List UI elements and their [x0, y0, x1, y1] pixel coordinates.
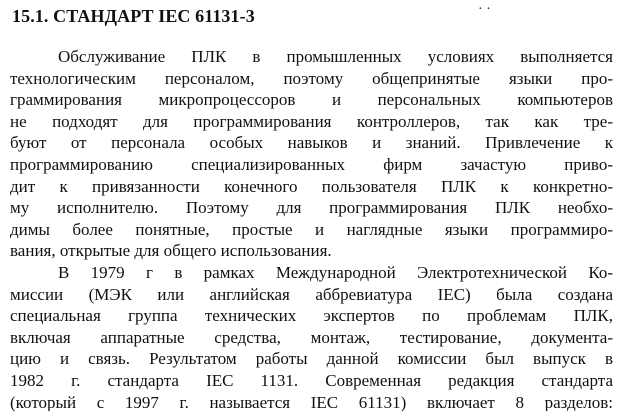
paragraph-line: не подходят для программирования контроллеров, так как тре-	[10, 111, 613, 131]
paragraph-line: граммирования микропроцессоров и персональных компьютеров	[10, 90, 613, 110]
paragraph-line: В 1979 г в рамках Международной Электротехнической Ко-	[58, 262, 613, 282]
section-heading: 15.1. СТАНДАРТ IEC 61131-3	[12, 6, 255, 26]
paragraph-line: вания, открытые для общего использования.	[10, 241, 332, 261]
paragraph-line: димы более понятные, простые и наглядные языки программиро-	[10, 219, 613, 239]
paragraph-line: (который с 1997 г. называется IEC 61131) включает 8 разделов:	[10, 392, 613, 411]
paragraph-line: дит к привязанности конечного пользователя ПЛК к конкретно-	[10, 176, 613, 196]
paragraph-1	[0, 46, 631, 262]
paragraph-line: му исполнителю. Поэтому для программирования ПЛК необхо-	[10, 198, 613, 218]
paragraph-line: технологическим персоналом, поэтому общепринятые языки про-	[10, 68, 613, 88]
paragraph-2	[0, 262, 631, 411]
paragraph-line: цию и связь. Результатом работы данной комиссии был выпуск в	[10, 349, 613, 369]
paragraph-line: программированию специализированных фирм зачастую приво-	[10, 154, 613, 174]
body-text	[0, 46, 631, 411]
paragraph-line: включая аппаратные средства, монтаж, тестирование, документа-	[10, 327, 613, 347]
paragraph-line: буют от персонала особых навыков и знаний. Привлечение к	[10, 133, 613, 153]
paragraph-line: 1982 г. стандарта IEC 1131. Современная редакция стандарта	[10, 370, 613, 390]
paragraph-line: специальная группа технических экспертов по проблемам ПЛК,	[10, 306, 613, 326]
paragraph-line: миссии (МЭК или английская аббревиатура IEC) была создана	[10, 284, 613, 304]
paragraph-line: Обслуживание ПЛК в промышленных условиях выполняется	[58, 47, 613, 66]
corner-mark: · ·	[478, 2, 491, 17]
